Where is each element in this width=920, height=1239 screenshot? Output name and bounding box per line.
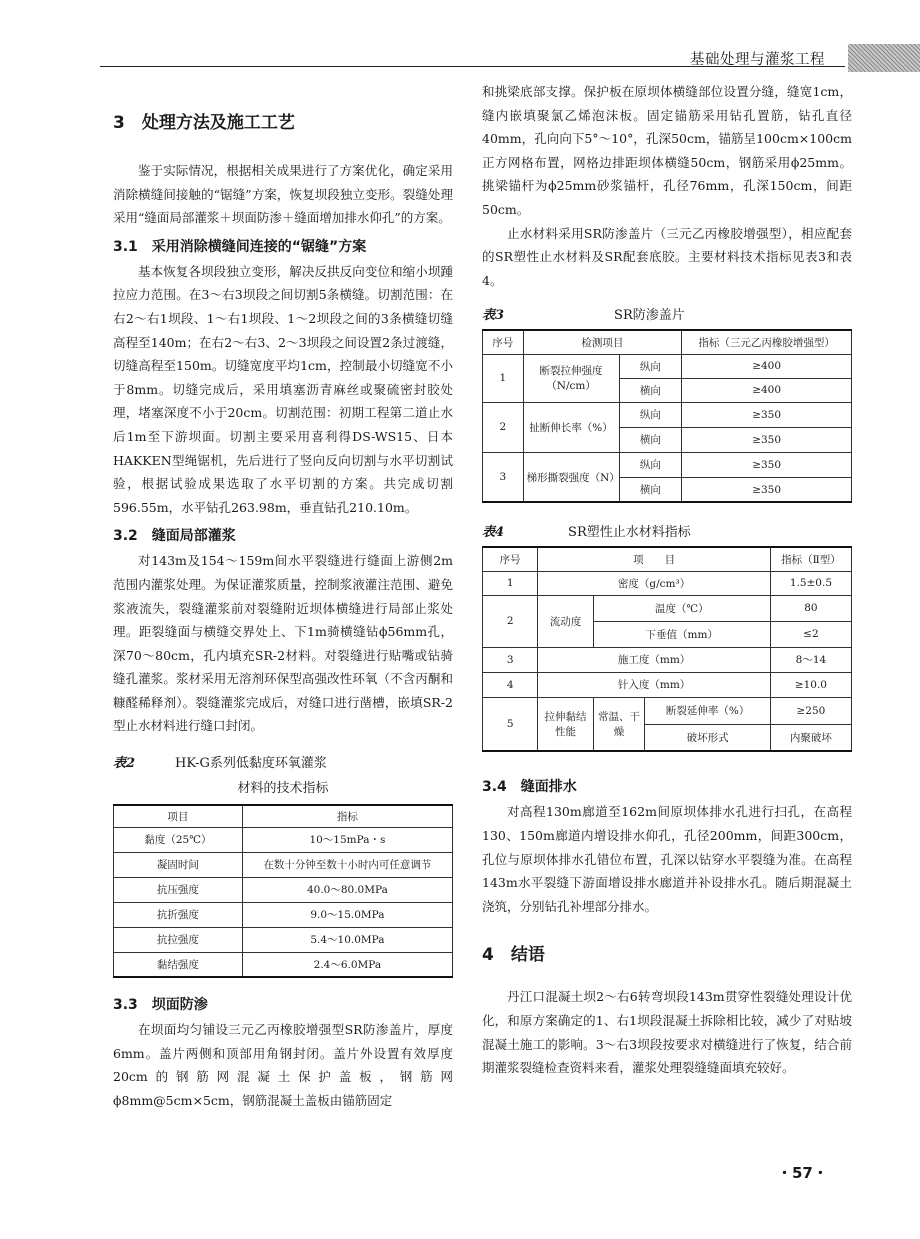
table-4-cell: 流动度: [538, 595, 593, 647]
section-3-3-title: 3.3 坝面防渗: [113, 997, 208, 1014]
table-4-cell: 密度（g/cm³）: [538, 571, 770, 595]
table-3-header: 指标（三元乙丙橡胶增强型）: [682, 330, 852, 354]
header-decor-block: [848, 44, 920, 72]
table-4-cell: 8～14: [770, 647, 851, 672]
table-2-cell: 黏度（25℃）: [114, 827, 243, 852]
right-column: [482, 82, 852, 1080]
section-3-para: 鉴于实际情况，根据相关成果进行了方案优化，确定采用消除横缝间接触的“锯缝”方案，恢复坝段独立变形。裂缝处理采用“缝面局部灌浆＋坝面防渗＋缝面增加排水仰孔”的方案。: [113, 163, 453, 226]
table-3-cell: ≥400: [682, 378, 852, 402]
table-4-cell: 断裂延伸率（%）: [645, 697, 770, 724]
table-3-cell: ≥350: [682, 452, 852, 477]
table-3-cell: ≥350: [682, 477, 852, 502]
table-2-cell: 10～15mPa・s: [242, 827, 452, 852]
table-3-cell: 横向: [619, 378, 682, 402]
table-4-cell: 破坏形式: [645, 724, 770, 751]
header-rule: [100, 66, 845, 67]
table-4-cell: 施工度（mm）: [538, 647, 770, 672]
table-4-cell: 常温、干燥: [593, 697, 645, 751]
table-4-header: 序号: [483, 547, 538, 571]
section-3-title: 3 处理方法及施工工艺: [113, 113, 295, 133]
materials-para: 止水材料采用SR防渗盖片（三元乙丙橡胶增强型），相应配套的SR塑性止水材料及SR配套底胶。主要材料技术指标见表3和表4。: [482, 225, 852, 288]
table-3-cell: 断裂拉伸强度（N/cm）: [523, 354, 619, 402]
table-4-cell: 3: [483, 647, 538, 672]
table-2-title-1: HK-G系列低黏度环氧灌浆: [175, 756, 327, 772]
table-3-cell: 3: [483, 452, 524, 502]
table-2: [113, 752, 453, 978]
table-4-cell: 5: [483, 697, 538, 751]
section-3-4-para: 对高程130m廊道至162m间原坝体排水孔进行扫孔，在高程130、150m廊道内增设排水仰孔，孔径200mm，间距300cm，孔位与原坝体排水孔错位布置，孔深以钻穿水平裂缝为准。在高程143m水平裂缝下游面增设排水廊道并补设排水孔。随后期混凝土浇筑，分别钻孔补埋部分排水。: [482, 804, 852, 914]
table-4-cell: 4: [483, 672, 538, 697]
table-4-cell: 80: [770, 595, 851, 621]
table-3-header: 序号: [483, 330, 524, 354]
table-2-cell: 抗折强度: [114, 902, 243, 927]
table-4-cell: ≤2: [770, 621, 851, 647]
table-2-header: 项目: [114, 805, 243, 827]
left-column: [113, 82, 453, 1112]
table-2-cell: 黏结强度: [114, 952, 243, 977]
page-number: ・57・: [777, 1164, 828, 1182]
section-3-2-title: 3.2 缝面局部灌浆: [113, 528, 236, 545]
table-2-cell: 抗压强度: [114, 877, 243, 902]
table-4-header: 项 目: [538, 547, 770, 571]
table-4-cell: 1.5±0.5: [770, 571, 851, 595]
section-3-1-title: 3.1 采用消除横缝间连接的“锯缝”方案: [113, 238, 367, 255]
table-4-cell: 下垂值（mm）: [593, 621, 770, 647]
table-2-header: 指标: [242, 805, 452, 827]
table-3-cell: 梯形撕裂强度（N）: [523, 452, 619, 502]
table-3-cell: ≥350: [682, 427, 852, 452]
table-2-cell: 在数十分钟至数十小时内可任意调节: [242, 852, 452, 877]
table-2-title-2: 材料的技术指标: [237, 781, 329, 797]
table-2-cell: 2.4～6.0MPa: [242, 952, 452, 977]
table-3-title: SR防渗盖片: [614, 308, 685, 324]
table-3-cell: 1: [483, 354, 524, 402]
table-2-cell: 凝固时间: [114, 852, 243, 877]
table-4-cell: 温度（℃）: [593, 595, 770, 621]
table-3-cell: 2: [483, 402, 524, 452]
section-3-1-para: 基本恢复各坝段独立变形，解决反拱反向变位和缩小坝踵拉应力范围。在3～右3坝段之间切割5条横缝。切割范围：在右2～右1坝段、1～右1坝段、1～2坝段之间的3条横缝切缝高程至140m；在右2～右3、2～3坝段之间设置2条过渡缝，切缝高程至150m。切缝宽度平均1cm，控制最小切缝宽不小于8mm。切缝完成后，采用填塞沥青麻丝或聚硫密封胶处理，堵塞深度不小于20cm。切割范围：初期工程第二道止水后1m至下游坝面。切割主要采用喜利得DS-WS15、日本HAKKEN型绳锯机，先后进行了竖向反向切割与水平切割试验，根据试验成果选取了水平切割的方案。共完成切割596.55m，水平钻孔263.98m，垂直钻孔210.10m。: [113, 263, 453, 515]
table-4-cell: 1: [483, 571, 538, 595]
table-4-label: 表4: [482, 525, 505, 541]
table-3-cell: 扯断伸长率（%）: [523, 402, 619, 452]
table-4-cell: 针入度（mm）: [538, 672, 770, 697]
table-3-header: 检测项目: [523, 330, 682, 354]
table-4-cell: 2: [483, 595, 538, 647]
table-3-cell: ≥400: [682, 354, 852, 378]
continued-para: 和挑梁底部支撑。保护板在原坝体横缝部位设置分缝，缝宽1cm，缝内嵌填聚氯乙烯泡沫板。固定锚筋采用钻孔置筋，钻孔直径40mm，孔向向下5°～10°，孔深50cm，锚筋呈100cm×100cm正方网格布置，网格边排距坝体横缝50cm，钢筋采用ϕ25mm。挑梁锚杆为ϕ25mm砂浆锚杆，孔径76mm，孔深150cm，间距50cm。: [482, 84, 852, 217]
table-2-cell: 9.0～15.0MPa: [242, 902, 452, 927]
table-3-cell: ≥350: [682, 402, 852, 427]
table-3-cell: 纵向: [619, 402, 682, 427]
table-2-cell: 5.4～10.0MPa: [242, 927, 452, 952]
section-3-4-title: 3.4 缝面排水: [482, 779, 577, 796]
table-3-cell: 横向: [619, 427, 682, 452]
table-3-cell: 纵向: [619, 452, 682, 477]
table-3: [482, 304, 852, 503]
table-4-cell: 内聚破坏: [770, 724, 851, 751]
table-2-grid: [113, 804, 453, 978]
table-3-cell: 横向: [619, 477, 682, 502]
section-3-3-para: 在坝面均匀铺设三元乙丙橡胶增强型SR防渗盖片，厚度6mm。盖片两侧和顶部用角钢封闭。盖片外设置有效厚度20cm的钢筋网混凝土保护盖板，钢筋网ϕ8mm@5cm×5cm，钢筋混凝土盖板由锚筋固定: [113, 1022, 453, 1108]
table-2-label: 表2: [113, 756, 136, 772]
table-2-cell: 抗拉强度: [114, 927, 243, 952]
table-4-title: SR塑性止水材料指标: [568, 525, 691, 541]
table-4-cell: 拉伸黏结性能: [538, 697, 593, 751]
table-4: [482, 521, 852, 752]
table-3-label: 表3: [482, 308, 505, 324]
table-4-header: 指标（Ⅱ型）: [770, 547, 851, 571]
table-3-grid: [482, 329, 852, 503]
section-4-para: 丹江口混凝土坝2～右6转弯坝段143m贯穿性裂缝处理设计优化，和原方案确定的1、右1坝段混凝土拆除相比较，减少了对贴坡混凝土施工的影响。3～右3坝段按要求对横缝进行了恢复，结合前期灌浆裂缝检查资料来看，灌浆处理裂缝缝面填充较好。: [482, 989, 852, 1076]
table-2-cell: 40.0～80.0MPa: [242, 877, 452, 902]
section-3-2-para: 对143m及154～159m间水平裂缝进行缝面上游侧2m范围内灌浆处理。为保证灌浆质量，控制浆液灌注范围、避免浆液流失，裂缝灌浆前对裂缝附近坝体横缝进行局部止浆处理。距裂缝面与横缝交界处上、下1m骑横缝钻ϕ56mm孔，深70～80cm，孔内填充SR-2材料。对裂缝进行贴嘴或钻骑缝孔灌浆。浆材采用无溶剂环保型高强改性环氧（不含丙酮和糠醛稀释剂）。裂缝灌浆完成后，对缝口进行凿槽，嵌填SR-2型止水材料进行缝口封闭。: [113, 553, 453, 734]
table-4-grid: [482, 546, 852, 752]
running-header: 基础处理与灌浆工程: [690, 52, 825, 68]
table-3-cell: 纵向: [619, 354, 682, 378]
table-4-cell: ≥250: [770, 697, 851, 724]
table-4-cell: ≥10.0: [770, 672, 851, 697]
section-4-title: 4 结语: [482, 945, 545, 966]
